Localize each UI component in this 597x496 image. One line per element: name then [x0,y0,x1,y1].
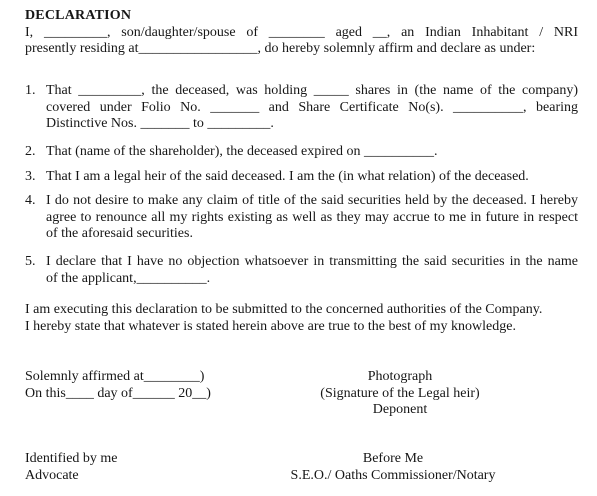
photograph-label: Photograph [367,369,433,384]
clause-line: That (name of the shareholder), the deceased expired on __________. [46,144,438,159]
declaration-clause-2 [25,144,578,161]
advocate-label: Advocate [25,467,79,483]
declaration-clause-1 [25,83,578,133]
before-me-label: Before Me [362,451,424,466]
affirmation-block [25,369,275,402]
declaration-clause-5 [25,254,578,287]
declaration-clause-4 [25,193,578,243]
clause-line: Distinctive Nos. _______ to _________. [46,116,274,131]
declaration-clause-3 [25,169,578,186]
clause-line: That I am a legal heir of the said deceased. I am the (in what relation) of the deceased. [46,169,529,184]
clause-number: 4. [25,193,36,208]
clause-text [46,144,578,161]
clause-line: That _________, the deceased, was holding _____ shares in (the name of the company) [46,83,578,98]
deponent-label: Deponent [372,402,428,417]
clause-line: I declare that I have no objection whatsoever in transmitting the said securities in the name [46,254,578,269]
clause-number: 1. [25,83,36,98]
notary-label: S.E.O./ Oaths Commissioner/Notary [290,467,496,483]
clause-line: covered under Folio No. _______ and Share Certificate No(s). __________, bearing [46,99,578,115]
clause-text [46,169,578,186]
identified-by-label: Identified by me [25,451,118,466]
declaration-header [25,8,578,58]
residence-line: presently residing at_________________, do hereby solemnly affirm and declare as under: [25,41,536,56]
clause-text [46,193,578,243]
identification-block [25,451,255,484]
clause-text [46,83,578,133]
clause-line: of the applicant,__________. [46,270,211,286]
clause-text [46,254,578,287]
affirmation-date-line: On this____ day of______ 20__) [25,385,211,401]
statement-line: I hereby state that whatever is stated herein above are true to the best of my knowledge. [25,318,516,334]
statement-line: I am executing this declaration to be submitted to the concerned authorities of the Company. [25,302,543,317]
declarant-details-line: I, _________, son/daughter/spouse of ________ aged __, an Indian Inhabitant / NRI [25,24,578,40]
clause-number: 3. [25,169,36,184]
attestation-block [273,451,513,484]
clause-number: 5. [25,254,36,269]
clause-line: I do not desire to make any claim of title of the said securities held by the deceased. I hereby [46,193,578,208]
deponent-block [280,369,520,419]
legal-heir-signature-label: (Signature of the Legal heir) [320,385,480,401]
document-title: DECLARATION [25,8,132,23]
clause-line: of the aforesaid securities. [46,226,193,241]
clause-line: agree to renounce all my rights existing as well as they may accrue to me in future in respect [46,209,578,225]
clause-number: 2. [25,144,36,159]
affirmation-place-line: Solemnly affirmed at________) [25,369,205,384]
declaration-statement [25,302,578,335]
